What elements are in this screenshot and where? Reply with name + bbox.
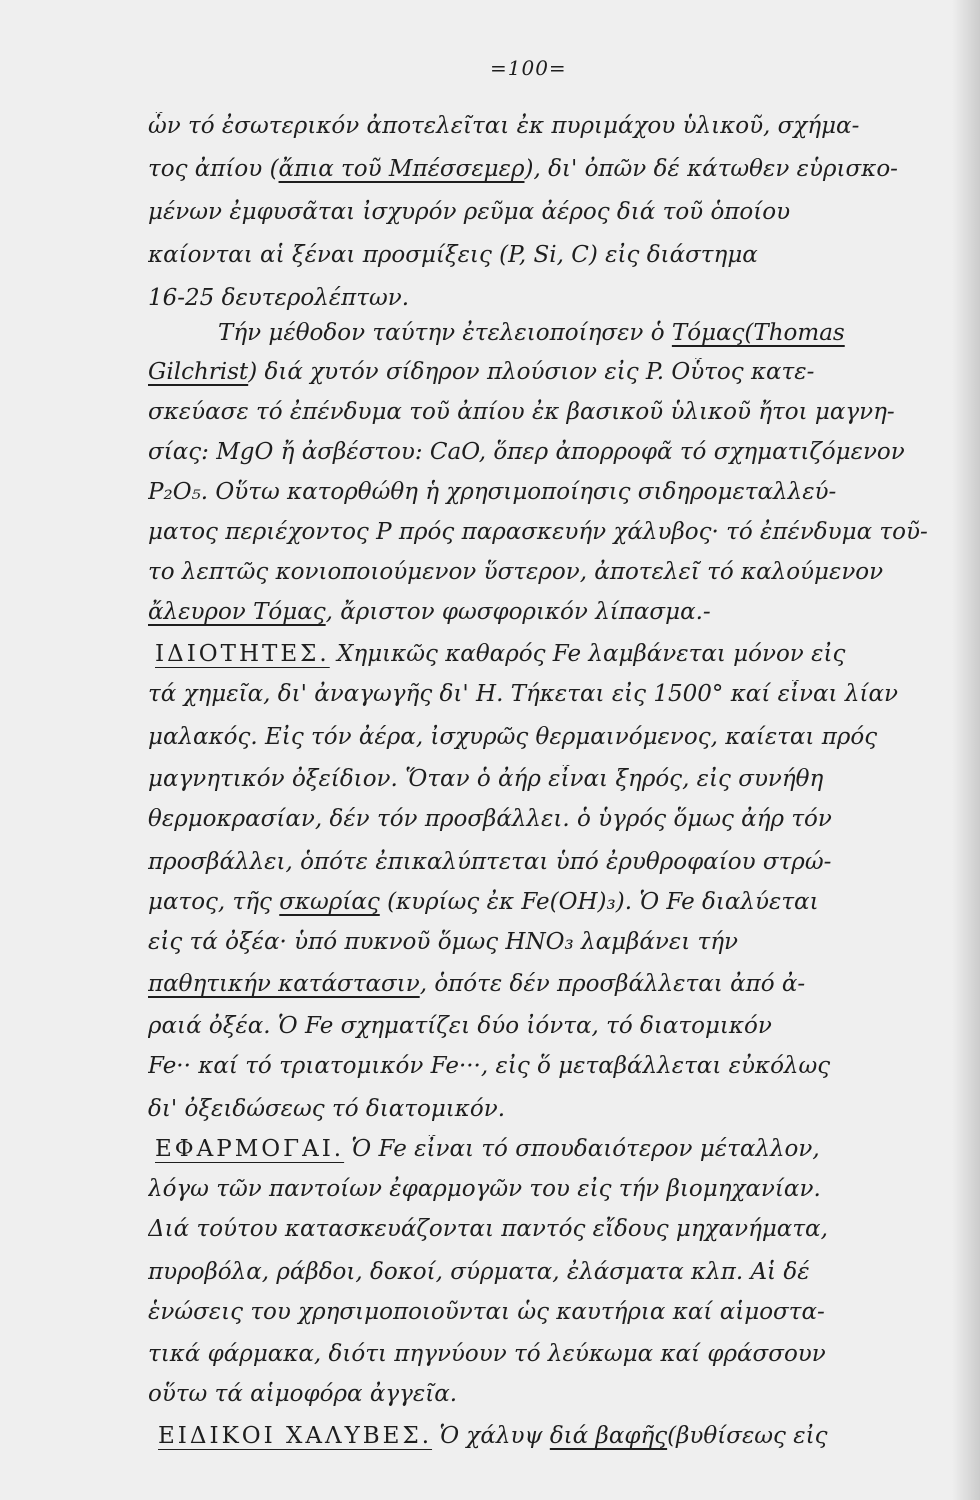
text-segment: (βυθίσεως εἰς [667,1423,828,1449]
text-segment: δι' ὀξειδώσεως τό διατομικόν. [148,1096,506,1122]
text-line [148,112,928,140]
text-line [148,680,928,708]
text-segment: ματος, τῆς [148,889,280,915]
text-line [148,438,928,466]
underlined-term: διά βαφῆς [549,1423,668,1449]
text-line [148,1012,928,1040]
text-segment: σίας: MgO ἤ ἀσβέστου: CaO, ὅπερ ἀπορροφᾶ τό σχηματιζόμενον [148,439,905,465]
text-segment: Διά τούτου κατασκευάζονται παντός εἴδους μηχανήματα, [148,1216,828,1242]
text-line [148,1095,928,1123]
text-segment: Ὁ Fe εἶναι τό σπουδαιότερον μέταλλον, [344,1136,820,1162]
text-line [148,928,928,956]
text-segment: τικά φάρμακα, διότι πηγνύουν τό λεύκωμα καί φράσσουν [148,1341,826,1367]
underlined-term: Gilchrist [148,359,249,385]
text-line [148,765,928,793]
underlined-term: παθητικήν κατάστασιν [148,971,420,997]
text-segment: ὧν τό ἐσωτερικόν ἀποτελεῖται ἐκ πυριμάχου ὑλικοῦ, σχήμα- [148,113,860,139]
text-line [148,848,928,876]
text-line [148,241,928,269]
text-segment: θερμοκρασίαν, δέν τόν προσβάλλει. ὁ ὑγρός ὅμως ἀήρ τόν [148,806,832,832]
text-line [148,518,928,546]
text-segment: Fe·· καί τό τριατομικόν Fe···, εἰς ὅ μεταβάλλεται εὐκόλως [148,1053,831,1079]
text-line [148,1298,928,1326]
text-line [148,198,928,226]
text-segment: τος ἀπίου ( [148,156,279,182]
text-line [148,970,928,998]
text-segment: ), δι' ὀπῶν δέ κάτωθεν εὑρισκο- [524,156,898,182]
text-segment: Τήν μέθοδον ταύτην ἐτελειοποίησεν ὁ [218,320,672,346]
underlined-term: σκωρίας [279,889,380,915]
text-segment: ματος περιέχοντος P πρός παρασκευήν χάλυβος· τό ἐπένδυμα τοῦ- [148,519,928,545]
text-segment: ἑνώσεις του χρησιμοποιοῦνται ὡς καυτήρια καί αἱμοστα- [148,1299,825,1325]
text-line [148,558,928,586]
scan-edge-shadow [952,0,980,1500]
text-line [148,1340,928,1368]
text-segment: ) διά χυτόν σίδηρον πλούσιον εἰς P. Οὗτος κατε- [248,359,815,385]
text-line [148,1052,928,1080]
section-heading: ΕΙΔΙΚΟΙ ΧΑΛΥΒΕΣ. [158,1423,433,1449]
section-heading: ΙΔΙΟΤΗΤΕΣ. [155,641,330,667]
text-line [155,1135,935,1163]
text-line [218,319,980,347]
text-segment: οὕτω τά αἱμοφόρα ἀγγεῖα. [148,1381,458,1407]
text-segment: ραιά ὀξέα. Ὁ Fe σχηματίζει δύο ἰόντα, τό διατομικόν [148,1013,772,1039]
text-line [148,155,928,183]
text-segment: λόγω τῶν παντοίων ἐφαρμογῶν του εἰς τήν βιομηχανίαν. [148,1176,821,1202]
text-line [148,1380,928,1408]
text-line [148,723,928,751]
text-segment: εἰς τά ὀξέα· ὑπό πυκνοῦ ὅμως HNO₃ λαμβάνει τήν [148,929,739,955]
text-line [148,478,928,506]
text-segment: καίονται αἱ ξέναι προσμίξεις (P, Si, C) εἰς διάστημα [148,242,758,268]
underlined-term: ἄπια τοῦ Μπέσσεμερ [278,156,525,182]
text-segment: , ἄριστον φωσφορικόν λίπασμα.- [325,599,711,625]
text-segment: μένων ἐμφυσᾶται ἰσχυρόν ρεῦμα ἀέρος διά τοῦ ὁποίου [148,199,791,225]
page-number: =100= [490,56,567,80]
text-segment: σκεύασε τό ἐπένδυμα τοῦ ἀπίου ἐκ βασικοῦ ὑλικοῦ ἤτοι μαγνη- [148,399,895,425]
text-segment: , ὁπότε δέν προσβάλλεται ἀπό ἀ- [419,971,806,997]
text-line [155,640,935,668]
text-line [148,805,928,833]
text-line [148,1258,928,1286]
text-line [148,358,928,386]
text-segment: 16-25 δευτερολέπτων. [148,285,410,311]
text-segment: Ὁ χάλυψ [432,1423,550,1449]
text-segment: Χημικῶς καθαρός Fe λαμβάνεται μόνον εἰς [329,641,846,667]
text-segment: P₂O₅. Οὕτω κατορθώθη ἡ χρησιμοποίησις σιδηρομεταλλεύ- [148,479,837,505]
text-line [148,284,928,312]
text-line [148,598,928,626]
underlined-term: ἄλευρον Τόμας [148,599,326,625]
text-line [148,1175,928,1203]
text-line [158,1422,938,1450]
text-line [148,1215,928,1243]
text-segment: το λεπτῶς κονιοποιούμενον ὕστερον, ἀποτελεῖ τό καλούμενον [148,559,884,585]
text-segment: πυροβόλα, ράβδοι, δοκοί, σύρματα, ἐλάσματα κλπ. Αἱ δέ [148,1259,810,1285]
text-segment: τά χημεῖα, δι' ἀναγωγῆς δι' H. Τήκεται εἰς 1500° καί εἶναι λίαν [148,681,898,707]
text-segment: μαλακός. Εἰς τόν ἀέρα, ἰσχυρῶς θερμαινόμενος, καίεται πρός [148,724,878,750]
text-segment: προσβάλλει, ὁπότε ἐπικαλύπτεται ὑπό ἐρυθροφαίου στρώ- [148,849,832,875]
text-segment: (κυρίως ἐκ Fe(OH)₃). Ὁ Fe διαλύεται [379,889,819,915]
text-line [148,398,928,426]
text-segment: μαγνητικόν ὀξείδιον. Ὅταν ὁ ἀήρ εἶναι ξηρός, εἰς συνήθη [148,766,824,792]
text-line [148,888,928,916]
underlined-term: Τόμας(Thomas [671,320,845,346]
section-heading: ΕΦΑΡΜΟΓΑΙ. [155,1136,345,1162]
